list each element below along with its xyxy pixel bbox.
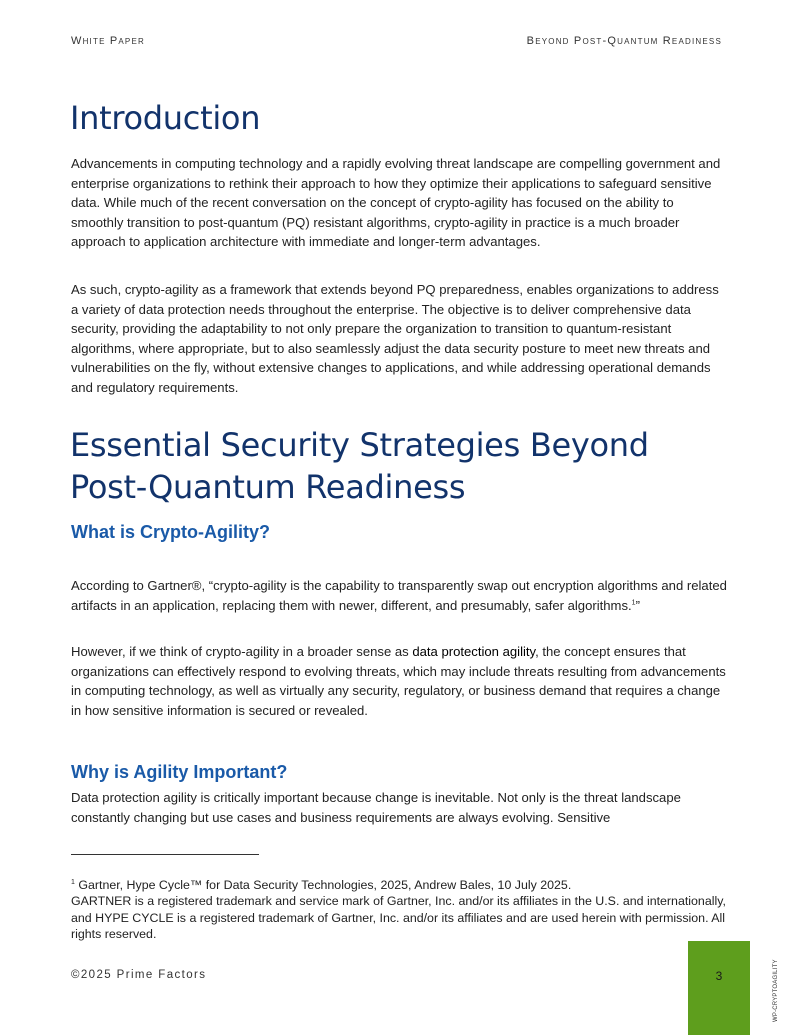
data-protection-agility-link[interactable]: data protection agility [412, 644, 536, 659]
intro-paragraph-1: Advancements in computing technology and a rapidly evolving threat landscape are compelling government and enterprise organizations to rethink their approach to how they optimize their applications to safeguard sensitive data. While much of the recent conversation on the concept of crypto-agility has focused on the ability to smoothly transition to post-quantum (PQ) resistant algorithms, crypto-agility in practice is a much broader approach to application architecture with immediate and longer-term advantages. [71, 156, 721, 250]
why-paragraph-1: Data protection agility is critically important because change is inevitable. Not only is the threat landscape constantly changing but use cases and business requirements are always evolving. Sensitive [71, 790, 681, 825]
intro-paragraph-2: As such, crypto-agility as a framework that extends beyond PQ preparedness, enables organizations to address a variety of data protection needs throughout the enterprise. The objective is to deliver comprehensive data security, providing the adaptability to not only prepare the organization to transition to quantum-resistant algorithms, where appropriate, but to also seamlessly adjust the data security posture to meet new threats and vulnerabilities on the fly, without extensive changes to applications, and while addressing operational demands and regulatory requirements. [71, 282, 719, 395]
what-paragraph-2 [71, 642, 727, 720]
footnote-marker: 1 [71, 878, 75, 886]
footnote [71, 877, 731, 942]
footnote-reference[interactable]: 1 [631, 599, 636, 607]
footnote-line-1: Gartner, Hype Cycle™ for Data Security Technologies, 2025, Andrew Bales, 10 July 2025. [74, 878, 572, 892]
strategies-heading [70, 424, 649, 508]
what-paragraph-1-text: According to Gartner®, “crypto-agility is the capability to transparently swap out encryption algorithms and related artifacts in an application, replacing them with newer, different, and presumably, safer algorithms. [71, 578, 727, 613]
strategies-heading-line-1: Essential Security Strategies Beyond [70, 426, 649, 464]
what-paragraph-2-before: However, if we think of crypto-agility in a broader sense as [71, 644, 413, 659]
page-number: 3 [715, 969, 723, 983]
what-paragraph-2-after: , the concept ensures that organizations can effectively respond to evolving threats, which may include threats resulting from advancements in computing technology, as well as virtually any security, regulatory, or business demand that requires a change in how sensitive information is secured or revealed. [71, 644, 726, 718]
running-header-left: White Paper [71, 35, 145, 47]
strategies-heading-line-2: Post-Quantum Readiness [70, 468, 466, 506]
page-number-tab [688, 941, 750, 1035]
running-header-right: Beyond Post-Quantum Readiness [526, 35, 722, 47]
why-is-agility-important-heading: Why is Agility Important? [71, 762, 288, 782]
footnote-line-2: GARTNER is a registered trademark and service mark of Gartner, Inc. and/or its affiliates in the U.S. and internationally, and HYPE CYCLE is a registered trademark of Gartner, Inc. and/or its affiliates and are used herein with permission. All rights reserved. [71, 894, 726, 941]
introduction-heading: Introduction [70, 99, 261, 137]
what-paragraph-1 [71, 576, 727, 615]
what-is-crypto-agility-heading: What is Crypto-Agility? [71, 522, 270, 542]
document-code: WP-CRYPTOAGILITY [773, 959, 779, 1022]
copyright: ©2025 Prime Factors [71, 969, 207, 981]
footnote-divider [71, 854, 259, 855]
closing-quote: ” [635, 597, 640, 613]
